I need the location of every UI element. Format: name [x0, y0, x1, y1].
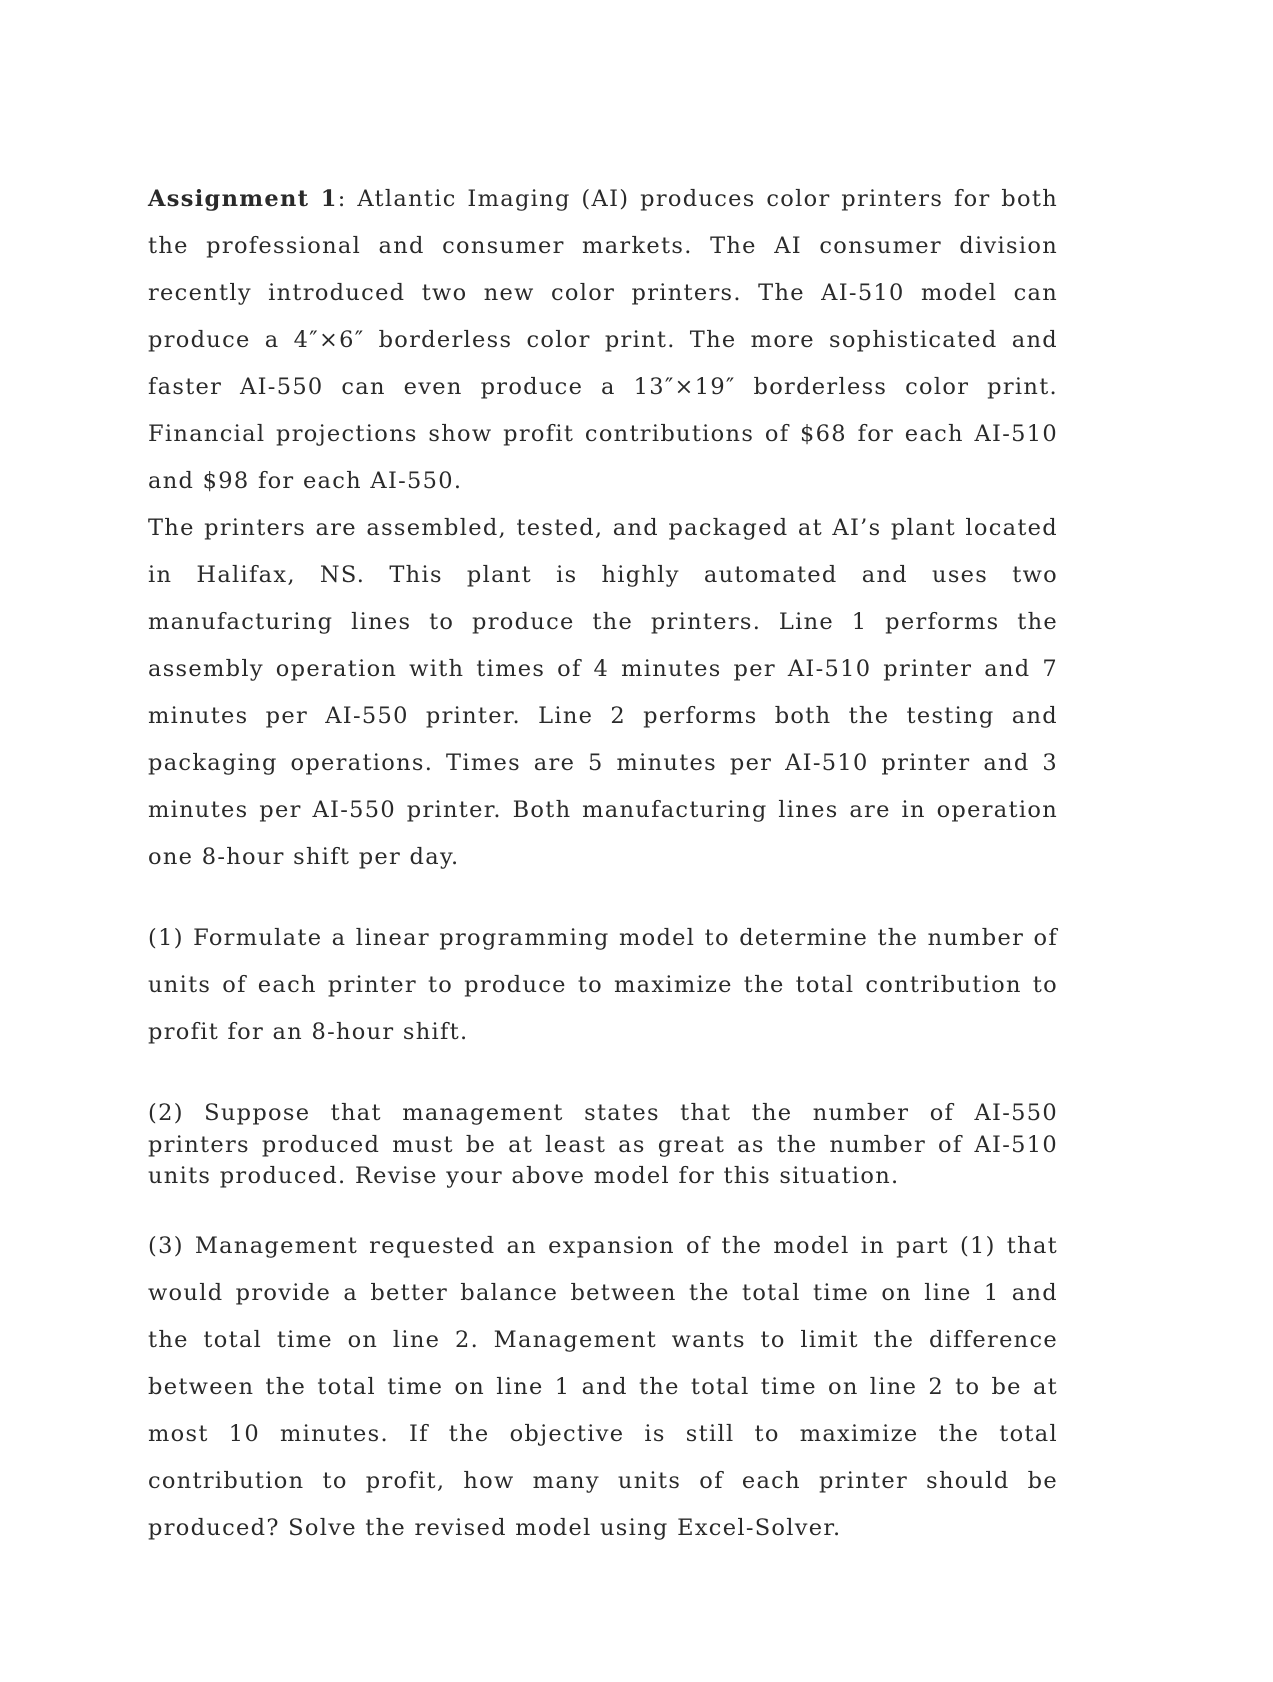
question-3: (3) Management requested an expansion of the model in part (1) that would provide a better balance between the total time on line 1 and the total time on line 2. Management wants to limit the difference between the total time on line 1 and the total time on line 2 to be at most 10 minutes. If the objective is still to maximize the total contribution to profit, how many units of each printer should be produced? Solve the revised model using Excel-Solver. [148, 1232, 1058, 1541]
question-2: (2) Suppose that management states that the number of AI-550 printers produced must be at least as great as the number of AI-510 units produced. Revise your above model for this situation. [148, 1100, 1058, 1189]
question-1: (1) Formulate a linear programming model to determine the number of units of each printer to produce to maximize the total contribution to profit for an 8-hour shift. [148, 925, 1058, 1045]
document-page [148, 176, 1058, 1552]
assignment-label: Assignment 1 [148, 186, 338, 212]
assignment-intro-paragraph [148, 176, 1058, 505]
plant-paragraph: The printers are assembled, tested, and packaged at AI’s plant located in Halifax, NS. This plant is highly automated and uses two manufacturing lines to produce the printers. Line 1 performs the assembly operation with times of 4 minutes per AI-510 printer and 7 minutes per AI-550 printer. Line 2 performs both the testing and packaging operations. Times are 5 minutes per AI-510 printer and 3 minutes per AI-550 printer. Both manufacturing lines are in operation one 8-hour shift per day. [148, 515, 1058, 870]
assignment-intro-text: : Atlantic Imaging (AI) produces color printers for both the professional and consumer markets. The AI consumer division recently introduced two new color printers. The AI-510 model can produce a 4″×6″ borderless color print. The more sophisticated and faster AI-550 can even produce a 13″×19″ borderless color print. Financial projections show profit contributions of $68 for each AI-510 and $98 for each AI-550. [148, 186, 1058, 494]
